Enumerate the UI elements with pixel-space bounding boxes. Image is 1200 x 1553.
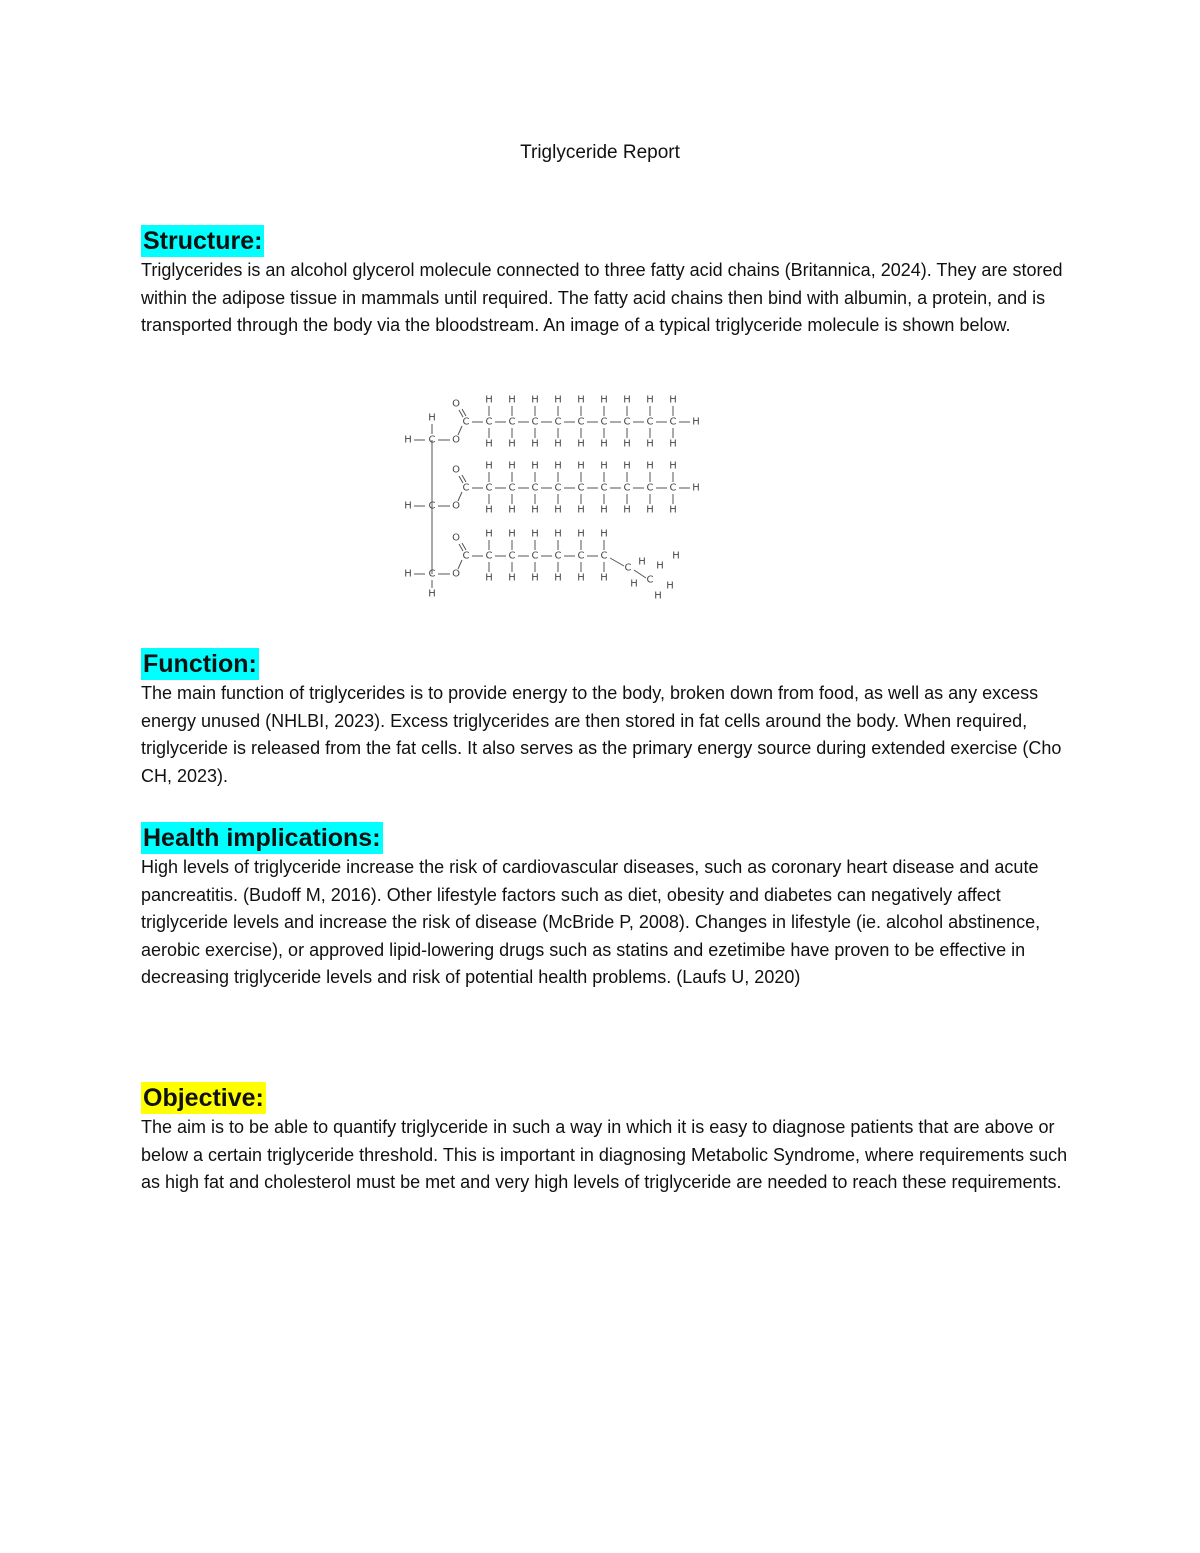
atom-label: H (508, 438, 516, 450)
atom-label: C (600, 482, 608, 494)
bond-line (610, 558, 624, 566)
atom-label: H (531, 504, 539, 516)
atom-label: H (554, 394, 562, 406)
atom-label: H (666, 580, 674, 592)
atom-label: O (452, 434, 460, 446)
atom-label: H (669, 438, 677, 450)
atom-label: H (485, 394, 493, 406)
atom-label: C (646, 416, 654, 428)
bond-line (459, 476, 463, 483)
bond-line (634, 570, 646, 578)
atom-label: C (624, 562, 632, 574)
atom-label: C (669, 482, 677, 494)
atom-label: H (554, 438, 562, 450)
atom-label: H (623, 438, 631, 450)
atom-label: C (508, 416, 516, 428)
atom-label: H (600, 504, 608, 516)
atom-label: C (462, 482, 470, 494)
atom-label: C (577, 482, 585, 494)
function-section (141, 648, 1071, 790)
atom-label: H (577, 528, 585, 540)
atom-label: O (452, 464, 460, 476)
atom-label: H (531, 572, 539, 584)
structure-paragraph: Triglycerides is an alcohol glycerol molecule connected to three fatty acid chains (Britannica, 2024). They are stored within the adipose tissue in mammals until required. The fatty acid chains then bind with albumin, a protein, and is transported through the body via the bloodstream. An image of a typical triglyceride molecule is shown below. (141, 260, 1063, 336)
atom-label: H (669, 504, 677, 516)
atom-label: C (600, 550, 608, 562)
atom-label: H (600, 528, 608, 540)
atom-label: H (646, 460, 654, 472)
atom-label: H (531, 460, 539, 472)
atom-label: H (630, 578, 638, 590)
atom-label: H (531, 438, 539, 450)
atom-label: H (577, 460, 585, 472)
health-implications-heading: Health implications: (143, 824, 381, 852)
atom-label: H (531, 394, 539, 406)
atom-label: C (508, 482, 516, 494)
bond-line (459, 544, 463, 551)
atom-label: C (485, 416, 493, 428)
triglyceride-structure-diagram (400, 392, 700, 602)
structure-section (141, 225, 1071, 340)
atom-label: C (531, 416, 539, 428)
triglyceride-molecule-image (400, 392, 700, 602)
atom-label: C (485, 550, 493, 562)
atom-label: H (600, 460, 608, 472)
atom-label: H (577, 504, 585, 516)
objective-heading: Objective: (143, 1084, 264, 1112)
atom-label: C (428, 500, 436, 512)
atom-label: H (577, 572, 585, 584)
bond-line (458, 560, 462, 569)
atom-label: H (646, 438, 654, 450)
atom-label: H (669, 460, 677, 472)
atom-label: C (554, 550, 562, 562)
atom-label: H (554, 572, 562, 584)
bond-line (459, 410, 463, 417)
atom-label: C (646, 482, 654, 494)
atom-label: H (508, 460, 516, 472)
atom-label: H (508, 394, 516, 406)
atom-label: H (485, 460, 493, 472)
atom-label: H (554, 528, 562, 540)
atom-label: H (531, 528, 539, 540)
page-title: Triglyceride Report (520, 142, 680, 163)
atom-label: C (577, 550, 585, 562)
atom-label: O (452, 568, 460, 580)
bond-line (462, 475, 466, 482)
atom-label: C (623, 482, 631, 494)
atom-label: H (672, 550, 680, 562)
atom-label: C (600, 416, 608, 428)
atom-label: C (428, 434, 436, 446)
function-paragraph: The main function of triglycerides is to provide energy to the body, broken down from food, as well as any excess energy unused (NHLBI, 2023). Excess triglycerides are then stored in fat cells around the body. When required, triglyceride is released from the fat cells. It also serves as the primary energy source during extended exercise (Cho CH, 2023). (141, 683, 1062, 786)
bond-line (458, 426, 462, 435)
atom-label: H (508, 504, 516, 516)
objective-section (141, 1082, 1071, 1197)
atom-label: O (452, 398, 460, 410)
health-implications-section (141, 822, 1071, 992)
atom-label: C (485, 482, 493, 494)
atom-label: H (404, 434, 412, 446)
atom-label: H (554, 460, 562, 472)
atom-label: C (462, 550, 470, 562)
atom-label: C (669, 416, 677, 428)
atom-label: H (485, 528, 493, 540)
function-heading: Function: (143, 650, 257, 678)
atom-label: H (623, 460, 631, 472)
atom-label: O (452, 532, 460, 544)
atom-label: C (646, 574, 654, 586)
atom-label: H (404, 568, 412, 580)
atom-label: C (623, 416, 631, 428)
atom-label: H (623, 394, 631, 406)
atom-label: C (531, 482, 539, 494)
atom-label: H (646, 394, 654, 406)
atom-label: H (646, 504, 654, 516)
atom-label: C (462, 416, 470, 428)
atom-label: H (600, 572, 608, 584)
bond-line (458, 492, 462, 501)
atom-label: H (577, 438, 585, 450)
atom-label: C (577, 416, 585, 428)
bond-line (462, 409, 466, 416)
atom-label: H (692, 482, 700, 494)
atom-label: H (508, 572, 516, 584)
atom-label: H (656, 560, 664, 572)
objective-paragraph: The aim is to be able to quantify triglyceride in such a way in which it is easy to diagnose patients that are above or below a certain triglyceride threshold. This is important in diagnosing Metabolic Syndrome, where requirements such as high fat and cholesterol must be met and very high levels of triglyceride are needed to reach these requirements. (141, 1117, 1068, 1193)
atom-label: H (623, 504, 631, 516)
atom-label: H (692, 416, 700, 428)
atom-label: C (531, 550, 539, 562)
atom-label: H (577, 394, 585, 406)
atom-label: H (428, 588, 436, 600)
health-implications-paragraph: High levels of triglyceride increase the risk of cardiovascular diseases, such as coronary heart disease and acute pancreatitis. (Budoff M, 2016). Other lifestyle factors such as diet, obesity and diabetes can negatively affect triglyceride levels and increase the risk of disease (McBride P, 2008). Changes in lifestyle (ie. alcohol abstinence, aerobic exercise), or approved lipid-lowering drugs such as statins and ezetimibe have proven to be effective in decreasing triglyceride levels and risk of potential health problems. (Laufs U, 2020) (141, 857, 1041, 988)
atom-label: H (485, 504, 493, 516)
atom-label: H (485, 438, 493, 450)
bond-line (462, 543, 466, 550)
atom-label: H (485, 572, 493, 584)
atom-label: H (508, 528, 516, 540)
atom-label: H (554, 504, 562, 516)
atom-label: H (669, 394, 677, 406)
atom-label: O (452, 500, 460, 512)
atom-label: H (404, 500, 412, 512)
atom-label: H (428, 412, 436, 424)
atom-label: H (600, 438, 608, 450)
structure-heading: Structure: (143, 227, 263, 255)
atom-label: C (554, 482, 562, 494)
atom-label: C (508, 550, 516, 562)
atom-label: H (638, 556, 646, 568)
atom-label: H (600, 394, 608, 406)
atom-label: C (428, 568, 436, 580)
atom-label: C (554, 416, 562, 428)
atom-label: H (654, 590, 662, 602)
